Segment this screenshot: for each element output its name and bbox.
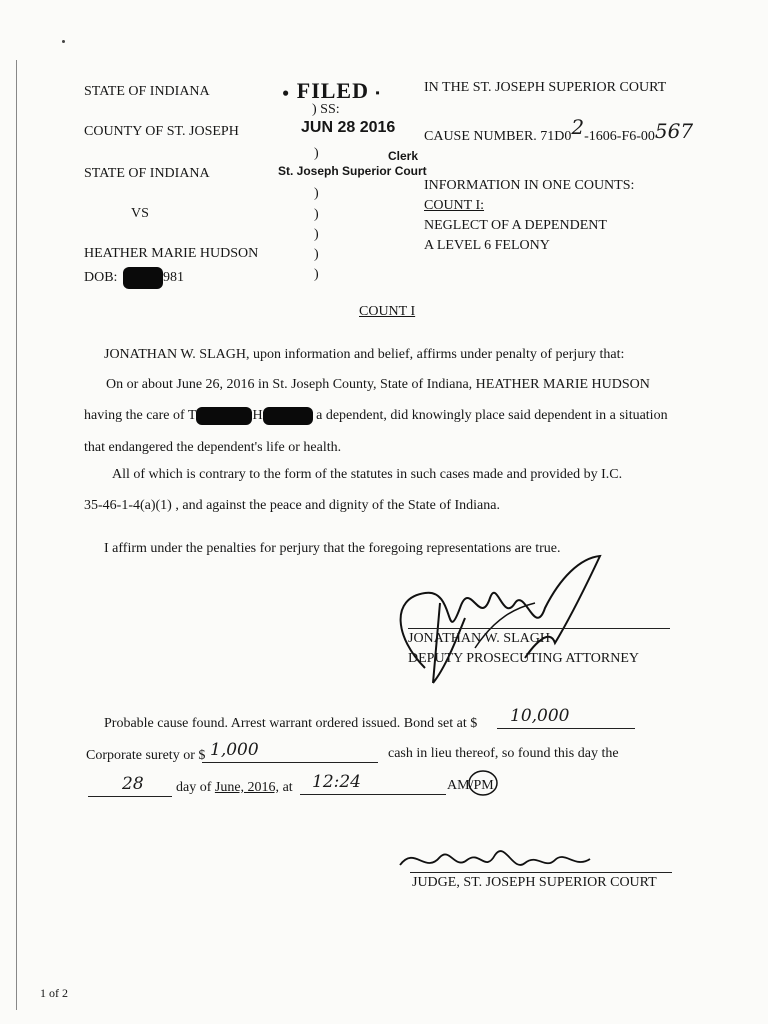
- am-pm: AM/PM: [447, 778, 494, 793]
- caption-state: STATE OF INDIANA: [84, 84, 210, 99]
- day-field-line: [88, 796, 172, 797]
- time-value: 12:24: [312, 772, 361, 792]
- count-heading: COUNT I: [359, 304, 416, 319]
- information-heading: INFORMATION IN ONE COUNTS:: [424, 178, 635, 193]
- stamp-clerk: Clerk: [388, 149, 419, 163]
- charge-name: NEGLECT OF A DEPENDENT: [424, 218, 607, 233]
- body-initial: H: [252, 408, 263, 424]
- court-name: IN THE ST. JOSEPH SUPERIOR COURT: [424, 80, 667, 95]
- judge-signature-line: [410, 872, 672, 873]
- cause-hand-suffix: 567: [654, 119, 694, 143]
- charge-level: A LEVEL 6 FELONY: [424, 238, 550, 253]
- bond-amount: 10,000: [510, 706, 570, 726]
- caption-ss: ) SS:: [312, 102, 340, 117]
- order-line-2b: cash in lieu thereof, so found this day the: [388, 746, 619, 761]
- caption-paren: ): [314, 247, 319, 262]
- body-line-1: On or about June 26, 2016 in St. Joseph County, State of Indiana, HEATHER MARIE HUDSON: [106, 377, 650, 392]
- pm-circle-mark: [466, 766, 500, 800]
- order-line-3: [176, 780, 293, 796]
- bond-field-line: [497, 728, 635, 729]
- order-line-2a: Corporate surety or $: [86, 748, 206, 763]
- surety-field-line: [202, 762, 378, 763]
- caption-vs: VS: [131, 206, 149, 221]
- prosecutor-signature: [385, 548, 615, 688]
- surety-amount: 1,000: [210, 740, 259, 760]
- scan-speck: [62, 40, 65, 43]
- affirmation-line: JONATHAN W. SLAGH, upon information and belief, affirms under penalty of perjury that:: [104, 347, 625, 362]
- stamp-court: St. Joseph Superior Court: [278, 164, 427, 178]
- redaction-block: [123, 267, 163, 289]
- cause-number-mid: -1606-F6-00: [584, 129, 655, 144]
- day-value: 28: [122, 774, 144, 794]
- time-field-line: [300, 794, 446, 795]
- caption-paren: ): [314, 186, 319, 201]
- cause-hand-digit: 2: [571, 115, 585, 139]
- caption-dob: [84, 267, 184, 289]
- dob-label: DOB:: [84, 270, 118, 286]
- day-of-label: day of: [176, 780, 212, 795]
- caption-county: COUNTY OF ST. JOSEPH: [84, 124, 239, 139]
- body-care-of: having the care of T: [84, 408, 197, 424]
- perjury-affirmation: I affirm under the penalties for perjury that the foregoing representations are true.: [104, 541, 561, 556]
- body-line-3: that endangered the dependent's life or health.: [84, 440, 342, 455]
- stamp-date: JUN 28 2016: [301, 119, 396, 136]
- caption-paren: ): [314, 227, 319, 242]
- cause-number-label: CAUSE NUMBER. 71D0: [424, 129, 572, 144]
- filed-stamp: [282, 78, 381, 104]
- signature-line: [408, 628, 670, 629]
- caption-plaintiff: STATE OF INDIANA: [84, 166, 210, 181]
- order-line-1: Probable cause found. Arrest warrant ordered issued. Bond set at $: [104, 716, 478, 731]
- signer-name: JONATHAN W. SLAGH: [408, 631, 550, 646]
- body-line-4: All of which is contrary to the form of the statutes in such cases made and provided by I.C.: [112, 467, 623, 482]
- cause-number: [424, 115, 694, 145]
- at-label: at: [282, 780, 293, 795]
- body-dependent: a dependent, did knowingly place said dependent in a situation: [312, 408, 668, 424]
- stamp-dot-icon: ●: [282, 85, 291, 100]
- stamp-dash-icon: ▪: [375, 85, 381, 100]
- scan-border-left: [16, 60, 17, 1010]
- redaction-block: [196, 407, 252, 425]
- page-number: 1 of 2: [40, 986, 68, 1000]
- caption-paren: ): [314, 207, 319, 222]
- body-line-2: [84, 407, 668, 425]
- caption-paren: ): [314, 146, 319, 161]
- body-line-5: 35-46-1-4(a)(1) , and against the peace and dignity of the State of Indiana.: [84, 498, 500, 513]
- order-month: June, 2016,: [214, 780, 280, 795]
- caption-paren: ): [314, 267, 319, 282]
- signer-title: DEPUTY PROSECUTING ATTORNEY: [408, 651, 640, 666]
- redaction-block: [263, 407, 313, 425]
- dob-visible: 981: [162, 270, 184, 286]
- stamp-filed-text: FILED: [296, 78, 369, 103]
- judge-title: JUDGE, ST. JOSEPH SUPERIOR COURT: [412, 875, 657, 890]
- caption-defendant: HEATHER MARIE HUDSON: [84, 246, 259, 261]
- count-label: COUNT I:: [424, 198, 485, 213]
